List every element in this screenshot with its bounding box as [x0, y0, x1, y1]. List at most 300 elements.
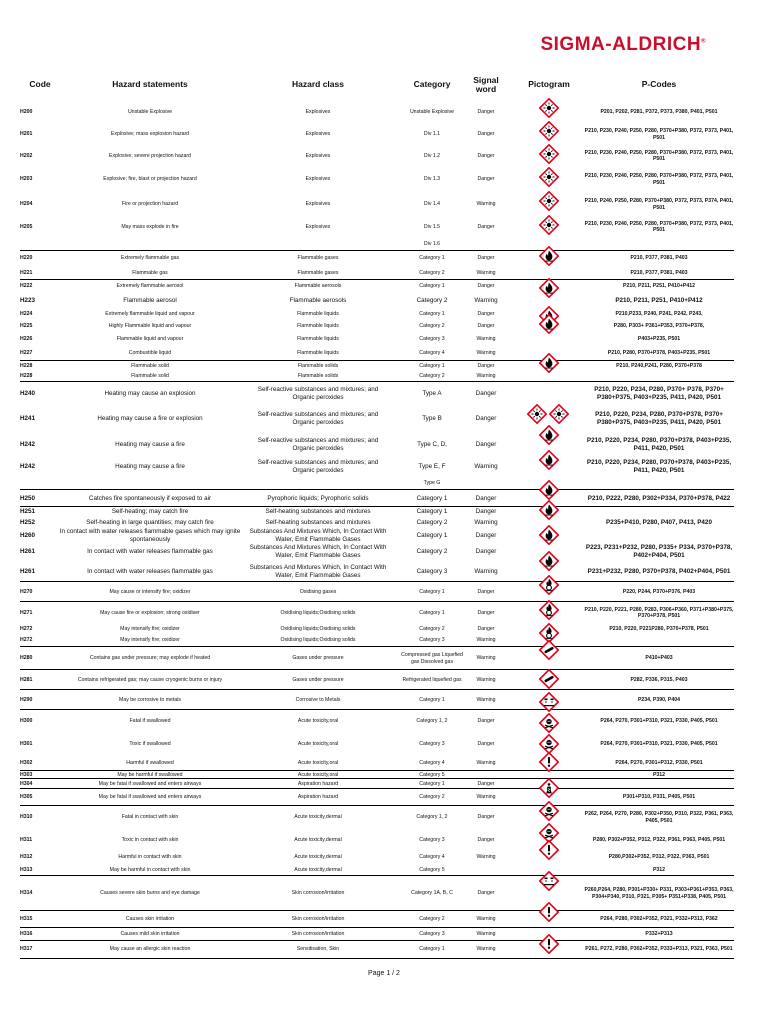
cell-category: Div 1.4 [423, 201, 441, 208]
cell-signal-word: Warning [476, 760, 496, 767]
cell-p-codes: P210, P230, P240, P250, P280, P370+P380, P372, P373, P401, P501 [584, 128, 734, 141]
cell-code: H251 [20, 508, 36, 516]
flame-icon [539, 480, 559, 500]
table-row [0, 911, 768, 928]
table-row [0, 124, 768, 145]
cell-hazard-statement: Unstable Explosive [127, 108, 173, 115]
cell-hazard-class: Flammable liquids [297, 310, 339, 317]
cell-hazard-class [246, 237, 390, 251]
page-number: Page 1 / 2 [368, 970, 400, 977]
cell-category: Category 1 [419, 310, 445, 317]
table-row [0, 733, 768, 756]
cell-signal-word: Danger [477, 625, 495, 632]
table-row [0, 167, 768, 192]
cell-hazard-class: Substances And Mixtures Which, In Contact With Water, Emit Flammable Gases [249, 544, 387, 559]
cell-hazard-class: Acute toxicity,oral [297, 760, 339, 767]
cell-hazard-class: Aspiration hazard [297, 794, 339, 801]
cell-hazard-statement: May be harmful in contact with skin [109, 866, 191, 873]
cell-hazard-statement: May be harmful if swallowed [117, 771, 183, 778]
cell-hazard-class: Skin corrosion/irritation [291, 916, 345, 923]
cell-code: H281 [20, 676, 33, 683]
cell-p-codes: P210, P280, P370+P378, P403+P235, P501 [607, 349, 711, 356]
cell-code: H225 [20, 323, 33, 330]
cell-category: Category 1 [419, 362, 445, 369]
cell-hazard-statement: Extremely flammable liquid and vapour [105, 310, 195, 317]
cell-p-codes: P234, P390, P404 [637, 696, 681, 703]
cell-category: Category 1, 2 [416, 814, 448, 821]
header-pictogram: Pictogram [528, 79, 570, 90]
cell-code: H221 [20, 269, 33, 276]
cell-code: H304 [20, 780, 33, 787]
cell-p-codes: P264, P270, P301+P312, P330, P501 [615, 760, 703, 767]
cell-p-codes: P280, P302+P352, P312, P322, P361, P363, P405, P501 [592, 836, 726, 843]
cell-code [20, 237, 54, 251]
table-header [0, 70, 768, 100]
explosive-icon [539, 167, 559, 187]
cell-signal-word: Warning [476, 931, 496, 938]
cell-hazard-statement: Extremely flammable gas [120, 255, 180, 262]
cell-hazard-statement: Heating may cause a fire [115, 463, 185, 471]
cell-signal-word: Warning [476, 916, 496, 923]
table-row [0, 690, 768, 710]
table-row [0, 490, 768, 507]
cell-hazard-statement: May cause fire or explosion; strong oxidiser [100, 609, 200, 616]
cell-p-codes: P260,P264, P280, P301+P330+ P331, P303+P361+P353, P363, P304+P340, P310, P321, P305+ P351+P338, P405, P501 [584, 887, 734, 900]
cell-p-codes: P264, P270, P301+P310, P321, P330, P405, P501 [600, 741, 718, 748]
cell-code: H222 [20, 283, 33, 290]
explosive-icon [539, 144, 559, 164]
cell-code: H261 [20, 567, 36, 575]
cell-hazard-class: Substances And Mixtures Which, In Contact With Water, Emit Flammable Gases [249, 527, 387, 543]
explosive-icon [539, 121, 559, 141]
cell-signal-word: Danger [475, 390, 497, 398]
cell-p-codes: P210, P377, P381, P403 [630, 269, 688, 276]
cell-hazard-class: Flammable gases [297, 269, 339, 276]
cell-code: H252 [20, 518, 36, 526]
table-row [0, 145, 768, 167]
cell-hazard-statement: Flammable solid [131, 373, 169, 380]
flame-icon [539, 246, 559, 266]
cell-category: Category 1 [419, 696, 445, 703]
cell-signal-word: Warning [476, 349, 496, 356]
cell-signal-word: Warning [476, 854, 496, 861]
cell-hazard-statement [56, 237, 244, 251]
cell-hazard-class: Explosives [305, 108, 331, 115]
exclamation-icon [539, 902, 559, 922]
cell-p-codes: P262, P264, P270, P280, P302+P350, P310, P322, P361, P363, P405, P501 [584, 811, 734, 824]
cell-code: H227 [20, 349, 33, 356]
cell-p-codes: P410+P403 [645, 655, 673, 662]
header-signal-word: Signal word [473, 74, 499, 94]
cell-code: H205 [20, 223, 33, 230]
cell-category: Category 2 [416, 548, 448, 556]
table-row [0, 561, 768, 582]
cell-category: Category 2 [419, 373, 445, 380]
cell-hazard-statement: Highly Flammable liquid and vapour [108, 323, 192, 330]
cell-p-codes: P332+P313 [645, 931, 673, 938]
cell-signal-word: Warning [474, 567, 498, 575]
flame-icon [539, 525, 559, 545]
cell-hazard-statement: Flammable aerosol [123, 296, 177, 304]
table-row [0, 308, 768, 320]
cell-code: H316 [20, 931, 33, 938]
table-row [0, 345, 768, 361]
cell-p-codes: P301+P310, P331, P405, P501 [622, 794, 696, 801]
cell-hazard-class: Flammable liquids [297, 323, 339, 330]
header-category: Category [413, 79, 451, 90]
cell-category: Category 3 [419, 931, 445, 938]
cell-category: Category 3 [419, 637, 445, 644]
cell-signal-word: Danger [477, 741, 495, 748]
cell-signal-word: Danger [477, 836, 495, 843]
cell-code: H311 [20, 836, 33, 843]
cell-code: H260 [20, 531, 36, 539]
cell-signal-word: Danger [477, 814, 495, 821]
cell-signal-word: Warning [476, 794, 496, 801]
cell-code: H272 [20, 625, 33, 632]
cell-category: Category 3 [416, 567, 448, 575]
cell-hazard-class: Self-reactive substances and mixtures; and Organic peroxides [257, 459, 379, 474]
cell-hazard-statement: Flammable gas [132, 269, 168, 276]
cell-code: H280 [20, 655, 33, 662]
flame-icon [539, 314, 559, 334]
table-row [0, 251, 768, 266]
cell-hazard-class: Skin corrosion/irritation [291, 931, 345, 938]
cell-code: H226 [20, 335, 33, 342]
cell-p-codes: P210,P233, P240, P241, P242, P243, [615, 310, 703, 317]
cell-category: Category 5 [419, 771, 445, 778]
cell-code: H220 [20, 255, 33, 262]
exclamation-icon [539, 840, 559, 860]
cell-category: Category 3 [419, 741, 445, 748]
cell-signal-word: Warning [476, 373, 496, 380]
cell-signal-word: Warning [474, 463, 498, 471]
cell-signal-word: Danger [477, 609, 495, 616]
explosive-icon [539, 215, 559, 235]
cell-p-codes: P264, P280, P302+P352, P321, P332+P313, P362 [600, 916, 718, 923]
table-row [0, 710, 768, 733]
cell-category: Type C, D, [417, 440, 447, 448]
cell-p-codes: P282, P336, P315, P403 [630, 676, 688, 683]
cell-code: H310 [20, 814, 33, 821]
skull-crossbones-icon [539, 801, 559, 821]
cell-p-codes: P312 [652, 771, 666, 778]
flame-icon [539, 450, 559, 470]
cell-category: Category 4 [419, 349, 445, 356]
sigma-aldrich-logo [540, 34, 706, 56]
table-row [0, 517, 768, 528]
cell-signal-word: Danger [477, 176, 495, 183]
cell-p-codes: P210, P220, P221, P280, P283, P306+P360, P371+P380+P375, P370+P378, P501 [584, 606, 734, 619]
skull-crossbones-icon [539, 734, 559, 754]
cell-hazard-class: Acute toxicity,dermal [294, 854, 342, 861]
cell-signal-word: Warning [476, 637, 496, 644]
table-row [0, 266, 768, 280]
cell-code: H301 [20, 741, 33, 748]
cell-hazard-class: Explosives [305, 176, 331, 183]
cell-category: Category 2 [416, 518, 448, 526]
table-row [0, 528, 768, 543]
cell-p-codes: P210, P240, P250, P280, P370+P380, P372, P373, P374, P401, P501 [584, 198, 734, 211]
row-divider [20, 770, 734, 771]
cell-code: H303 [20, 771, 33, 778]
cell-signal-word: Danger [477, 890, 495, 897]
cell-signal-word: Danger [477, 588, 495, 595]
exclamation-icon [539, 752, 559, 772]
cell-code: H272 [20, 637, 33, 644]
cell-category: Category 4 [419, 760, 445, 767]
table-row [0, 670, 768, 690]
explosive-icon [539, 98, 559, 118]
cell-category: Category 3 [419, 836, 445, 843]
table-row [0, 237, 768, 251]
cell-category: Div 1.3 [423, 176, 441, 183]
cell-hazard-class: Corrosive to Metals [295, 696, 341, 703]
table-row [0, 789, 768, 806]
cell-category: Compressed gas Liquefied gas Dissolved gas [401, 652, 463, 665]
cell-category: Category 1 [419, 780, 445, 787]
cell-category: Div 1.2 [423, 152, 441, 159]
flame-icon [539, 551, 559, 571]
cell-category: Category 1A, B, C [411, 890, 453, 897]
table-row [0, 876, 768, 911]
table-row [0, 582, 768, 602]
row-divider [20, 669, 734, 670]
cell-p-codes: P210, P220, P234, P280, P370+P378, P403+P235, P411, P420, P501 [586, 436, 732, 452]
cell-code: H204 [20, 201, 33, 208]
cell-hazard-class: Substances And Mixtures Which, In Contact With Water, Emit Flammable Gases [249, 563, 387, 579]
cell-hazard-class: Explosives [305, 131, 331, 138]
cell-hazard-statement: Heating may cause a fire [115, 440, 185, 448]
cell-hazard-class: Explosives [305, 152, 331, 159]
cell-signal-word: Danger [477, 323, 495, 330]
cell-hazard-class: Acute toxicity,dermal [294, 836, 342, 843]
cell-signal-word: Danger [475, 548, 497, 556]
cell-hazard-statement: Combustible liquid [128, 349, 172, 356]
cell-category: Category 2 [416, 296, 448, 304]
cell-category: Category 1 [416, 508, 448, 516]
cell-hazard-statement: In contact with water releases flammable gases which may ignite spontaneously [59, 527, 241, 543]
cell-hazard-statement: Harmful in contact with skin [118, 854, 182, 861]
explosive-icon [527, 404, 547, 424]
table-row [0, 192, 768, 217]
cell-code: H250 [20, 494, 36, 502]
cell-p-codes: P210, P220, P221P280, P370+P378, P501 [609, 625, 709, 632]
table-row [0, 293, 768, 308]
cell-signal-word: Warning [474, 296, 498, 304]
cell-hazard-class: Gases under pressure [292, 676, 344, 683]
cell-p-codes: P210, P220, P234, P280, P370+P378, P370+ P380+P375, P403+P235, P411, P420, P501 [595, 411, 723, 426]
cell-hazard-class: Flammable liquids [297, 349, 339, 356]
logo-text: SIGMA-ALDRICH [540, 34, 702, 55]
cell-hazard-statement: Contains refrigerated gas; may cause cryogenic burns or injury [77, 676, 223, 683]
row-divider [20, 805, 734, 806]
skull-crossbones-icon [539, 713, 559, 733]
cell-hazard-class: Self-reactive substances and mixtures; and Organic peroxides [257, 386, 379, 401]
cell-hazard-statement: Fire or projection hazard [121, 201, 179, 208]
cell-hazard-statement: Extremely flammable aerosol [116, 283, 184, 290]
cell-hazard-statement: Contains gas under pressure; may explode if heated [89, 655, 211, 662]
table-row [0, 851, 768, 864]
cell-signal-word: Danger [477, 255, 495, 262]
row-divider [20, 381, 734, 382]
cell-p-codes: P235+P410, P280, P407, P413, P420 [606, 518, 712, 526]
table-row [0, 806, 768, 829]
cell-hazard-statement: May be fatal if swallowed and enters airways [98, 794, 202, 801]
row-divider [20, 360, 734, 361]
header-p-codes: P-Codes [641, 79, 677, 90]
cell-p-codes [584, 528, 734, 543]
cell-hazard-statement: Flammable liquid and vapour [116, 335, 184, 342]
header-hazard-statements: Hazard statements [112, 79, 188, 90]
flame-icon [539, 353, 559, 373]
cell-signal-word: Warning [476, 696, 496, 703]
cell-code: H240 [20, 390, 36, 398]
cell-category: Type E, F [418, 463, 446, 471]
cell-hazard-class: Explosives [305, 223, 331, 230]
cell-hazard-class: Acute toxicity,oral [297, 771, 339, 778]
cell-signal-word [466, 237, 506, 251]
cell-signal-word: Danger [477, 223, 495, 230]
exclamation-icon [539, 934, 559, 954]
cell-hazard-statement: May mass explode in fire [121, 223, 179, 230]
explosive-icon [549, 404, 569, 424]
cell-category: Category 3 [419, 335, 445, 342]
cell-category: Div 1.1 [423, 131, 441, 138]
cell-code: H314 [20, 890, 33, 897]
cell-hazard-statement: May be corrosive to metals [119, 696, 181, 703]
cell-hazard-statement: Heating may cause a fire or explosion [97, 415, 203, 423]
cell-code: H305 [20, 794, 33, 801]
cell-hazard-statement: Explosive; severe projection hazard [109, 152, 191, 159]
row-divider [20, 940, 734, 941]
cell-category: Category 1 [419, 946, 445, 953]
cell-hazard-class: Skin corrosion/irritation [291, 890, 345, 897]
explosive-icon [539, 191, 559, 211]
cell-hazard-statement: Causes mild skin irritation [120, 931, 180, 938]
table-row [0, 647, 768, 670]
table-row [0, 624, 768, 634]
table-row [0, 457, 768, 477]
cell-hazard-statement: Causes skin irritation [125, 916, 175, 923]
cell-category: Category 5 [419, 866, 445, 873]
table-row [0, 333, 768, 345]
row-divider [20, 489, 734, 490]
cell-hazard-class: Oxidising liquids;Oxidising solids [280, 609, 356, 616]
cell-hazard-class: Pyrophoric liquids; Pyrophoric solids [267, 494, 369, 502]
cell-code: H200 [20, 108, 33, 115]
cell-hazard-class: Oxidising liquids;Oxidising solids [280, 625, 356, 632]
row-divider [20, 581, 734, 582]
cell-signal-word: Warning [476, 676, 496, 683]
table-row [0, 507, 768, 517]
cell-hazard-statement: May be fatal if swallowed and enters airways [98, 780, 202, 787]
cell-hazard-class: Acute toxicity,dermal [294, 814, 342, 821]
cell-signal-word: Danger [477, 780, 495, 787]
logo-registered-mark: ® [701, 38, 706, 45]
cell-hazard-statement: Explosive; fire, blast or projection hazard [103, 176, 197, 183]
cell-category: Category 2 [419, 323, 445, 330]
cell-category: Category 1, 2 [416, 718, 448, 725]
cell-p-codes: P223, P231+P232, P280, P335+ P334, P370+P378, P402+P404, P501 [585, 544, 733, 559]
table-row [0, 382, 768, 406]
cell-hazard-statement: Flammable solid [131, 362, 169, 369]
cell-signal-word: Danger [477, 108, 495, 115]
cell-signal-word: Danger [477, 131, 495, 138]
cell-hazard-statement: May intensify fire; oxidizer [120, 637, 180, 644]
row-divider [20, 910, 734, 911]
cell-signal-word: Danger [477, 362, 495, 369]
cell-hazard-class: Explosives [305, 201, 331, 208]
cell-category: Type A [422, 390, 442, 398]
gas-cylinder-icon [539, 669, 559, 689]
cell-code: H261 [20, 548, 36, 556]
cell-signal-word: Danger [477, 152, 495, 159]
table-row [0, 432, 768, 457]
cell-p-codes: P231+P232, P280, P370+P378, P402+P404, P501 [587, 567, 731, 575]
cell-category: Category 2 [419, 625, 445, 632]
cell-hazard-statement: Heating may cause an explosion [104, 390, 196, 398]
cell-category: Category 1 [416, 494, 448, 502]
flame-over-circle-icon [539, 575, 559, 595]
flame-icon [539, 425, 559, 445]
cell-code: H242 [20, 440, 36, 448]
cell-hazard-statement: In contact with water releases flammable gas [87, 567, 213, 575]
cell-signal-word: Danger [477, 310, 495, 317]
cell-signal-word: Warning [476, 946, 496, 953]
cell-hazard-class: Self-heating substances and mixtures [265, 518, 371, 526]
cell-hazard-statement: Causes severe skin burns and eye damage [100, 890, 200, 897]
cell-signal-word: Danger [475, 415, 497, 423]
cell-hazard-class: Oxidising liquids;Oxidising solids [280, 637, 356, 644]
cell-code: H224 [20, 310, 33, 317]
cell-code: H313 [20, 866, 33, 873]
cell-hazard-statement: Toxic if swallowed [129, 741, 171, 748]
table-row [0, 217, 768, 237]
cell-code: H228 [20, 362, 33, 369]
cell-code: H315 [20, 916, 33, 923]
cell-code: H223 [20, 296, 36, 304]
cell-hazard-class: Acute toxicity,oral [297, 741, 339, 748]
cell-p-codes: P210, P240,P241, P280, P370+P378 [616, 362, 702, 369]
table-row [0, 756, 768, 771]
cell-signal-word: Danger [475, 440, 497, 448]
table-row [0, 320, 768, 333]
cell-category: Refrigerated liquefied gas [402, 676, 462, 683]
cell-hazard-class: Self-reactive substances and mixtures; and Organic peroxides [257, 436, 379, 452]
cell-code: H242 [20, 463, 36, 471]
cell-p-codes: P403+P235, P501 [637, 335, 681, 342]
cell-category: Category 1 [419, 283, 445, 290]
cell-p-codes: P264, P270, P301+P310, P321, P330, P405, P501 [600, 718, 718, 725]
cell-signal-word: Danger [475, 531, 497, 539]
cell-code: H317 [20, 946, 33, 953]
cell-code: H302 [20, 760, 33, 767]
header-hazard-class: Hazard class [292, 79, 344, 90]
cell-hazard-statement: Self-heating in large quantities; may catch fire [86, 518, 214, 526]
cell-code: H300 [20, 718, 33, 725]
cell-code: H312 [20, 854, 33, 861]
table-row [0, 406, 768, 432]
cell-code: H290 [20, 696, 33, 703]
row-divider [20, 709, 734, 710]
table-row [0, 602, 768, 624]
cell-hazard-class: Aspiration hazard [297, 780, 339, 787]
cell-p-codes: P312 [652, 866, 666, 873]
cell-signal-word: Danger [477, 283, 495, 290]
flame-over-circle-icon [539, 600, 559, 620]
cell-hazard-statement: May intensify fire; oxidizer [120, 625, 180, 632]
